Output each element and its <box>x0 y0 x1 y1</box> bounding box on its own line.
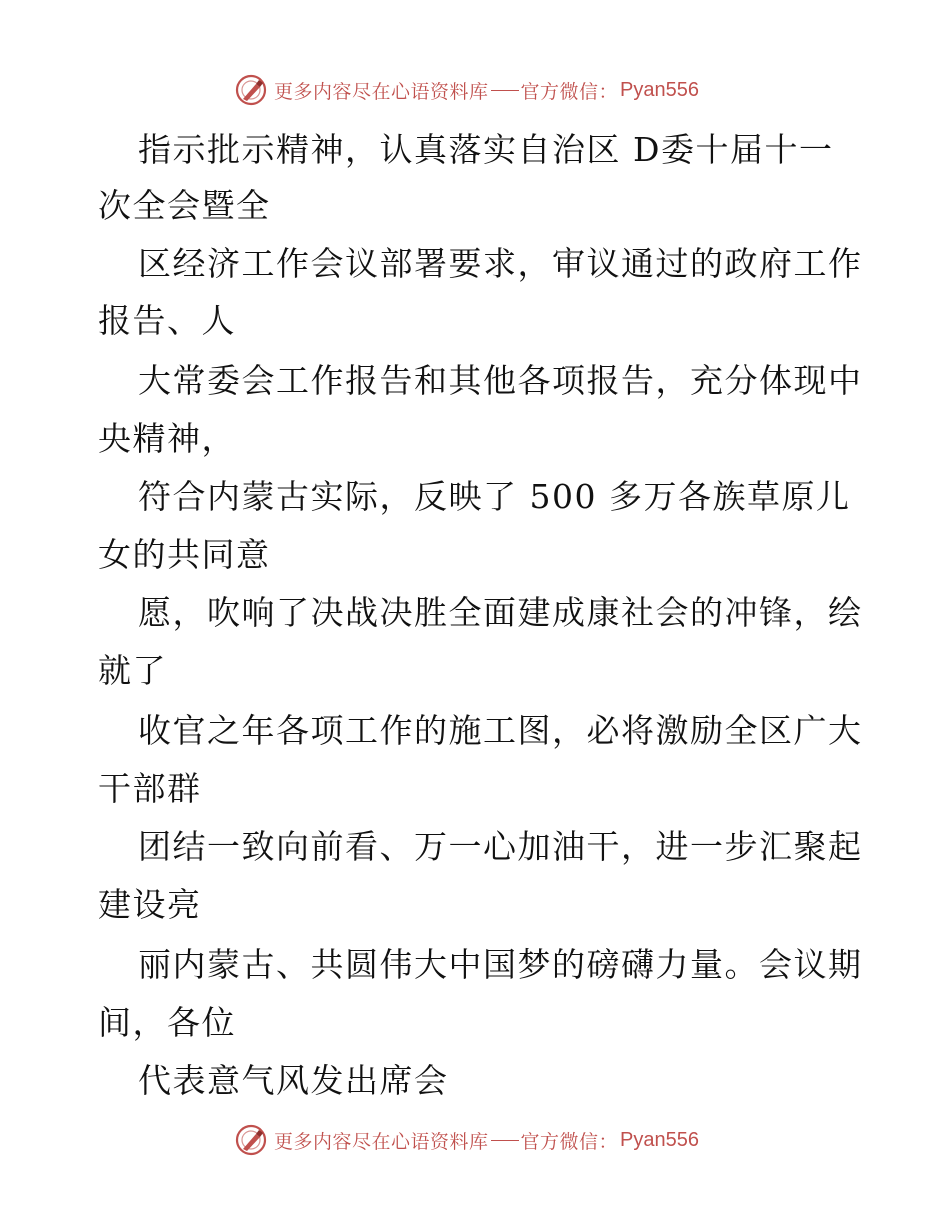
banner-wechat-id: Pyan556 <box>620 1128 699 1151</box>
text-line: 建设亮 <box>98 885 202 924</box>
banner-site-text: 更多内容尽在心语资料库 <box>274 80 489 103</box>
text-line: 报告、人 <box>98 301 236 340</box>
text-line: 团结一致向前看、万一心加油干，进一步汇聚起 <box>138 827 863 866</box>
text-line: 央精神， <box>98 419 236 458</box>
header-banner <box>234 72 699 108</box>
banner-dash <box>491 90 519 91</box>
banner-wechat-label: 官方微信： <box>520 80 619 103</box>
text-line: 大常委会工作报告和其他各项报告，充分体现中 <box>138 361 863 400</box>
text-line: 指示批示精神，认真落实自治区 D委十届十一 <box>138 130 834 169</box>
pen-logo-icon <box>234 1123 268 1157</box>
footer-banner <box>234 1122 699 1158</box>
pen-logo-icon <box>234 73 268 107</box>
banner-site-text: 更多内容尽在心语资料库 <box>274 1130 489 1153</box>
text-line: 收官之年各项工作的施工图，必将激励全区广大 <box>138 711 863 750</box>
banner-dash <box>491 1140 519 1141</box>
text-line: 女的共同意 <box>98 535 271 574</box>
text-line: 代表意气风发出席会 <box>138 1061 449 1100</box>
text-line: 次全会暨全 <box>98 186 271 225</box>
text-line: 间，各位 <box>98 1003 236 1042</box>
text-line: 就了 <box>98 651 167 690</box>
text-line: 干部群 <box>98 769 202 808</box>
banner-wechat-label: 官方微信： <box>520 1130 619 1153</box>
text-line: 愿，吹响了决战决胜全面建成康社会的冲锋，绘 <box>138 593 863 632</box>
text-line: 符合内蒙古实际，反映了 500 多万各族草原儿 <box>138 477 851 516</box>
text-line: 区经济工作会议部署要求，审议通过的政府工作 <box>138 244 863 283</box>
text-line: 丽内蒙古、共圆伟大中国梦的磅礴力量。会议期 <box>138 945 863 984</box>
banner-wechat-id: Pyan556 <box>620 78 699 101</box>
